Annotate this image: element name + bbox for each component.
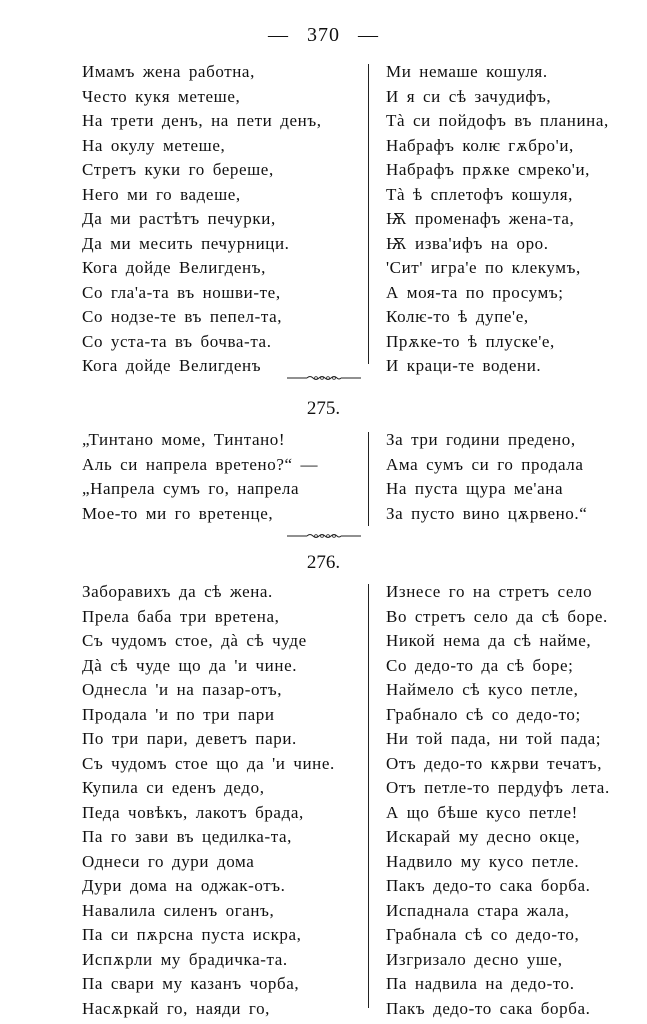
verse-line: Дури дома на оджак-отъ.	[82, 876, 286, 895]
verse-line: Аль си напрела вретено?“ —	[82, 454, 319, 474]
verse-line: Со гла'а-та въ ношви-те,	[82, 282, 281, 302]
verse-line: Изгризало десно уше,	[386, 949, 563, 969]
verse-line: Па свари му казанъ чорба,	[82, 974, 300, 993]
verse-line: Навалила силенъ оганъ,	[82, 900, 275, 920]
song-276-left-column	[82, 580, 352, 1021]
column-separator	[368, 64, 369, 364]
ornament-icon	[287, 373, 361, 383]
verse-line: Па го зави въ цедилка-та,	[82, 827, 292, 846]
verse-line: Тà си пойдофъ въ планина,	[386, 111, 609, 130]
verse-line: Наймело сѣ кусо петле,	[386, 680, 579, 699]
verse-line: Со нодзе-те въ пепел-та,	[82, 307, 283, 326]
page-number-value: 370	[307, 24, 340, 46]
verse-line: Педа човѣкъ, лакотъ брада,	[82, 802, 304, 822]
verse-line: Стретъ куки го береше,	[82, 160, 274, 179]
verse-line: Заборавихъ да сѣ жена.	[82, 582, 273, 601]
verse-line: Купила си еденъ дедо,	[82, 778, 265, 797]
verse-line: За пусто вино цѫрвено.“	[386, 503, 588, 523]
verse-line: Кога дойде Велигденъ	[82, 356, 262, 375]
ornamental-divider	[0, 372, 647, 384]
verse-line: Испаднала стара жала,	[386, 900, 570, 920]
verse-line: За три години предено,	[386, 430, 576, 449]
verse-line: Ни той пада, ни той пада;	[386, 729, 602, 748]
verse-line: И краци-те водени.	[386, 356, 542, 375]
ornamental-divider	[0, 530, 647, 542]
verse-line: „Напрела сумъ го, напрела	[82, 479, 300, 498]
verse-line: Него ми го вадеше,	[82, 184, 241, 204]
verse-line: На пуста щура ме'ана	[386, 479, 564, 498]
verse-line: Набрафъ колѥ гѫбро'и,	[386, 135, 574, 155]
verse-line: Искарай му десно окце,	[386, 827, 581, 846]
song-number-276: 276.	[306, 552, 341, 573]
song-275-left-column	[82, 428, 352, 526]
verse-line: Прѫке-то ѣ плуске'е,	[386, 331, 555, 351]
song-276-right-column	[386, 580, 636, 1021]
page-number-dash-right: —	[358, 24, 379, 46]
verse-line: Продала 'и по три пари	[82, 704, 275, 724]
verse-line: Ѭ променафъ жена-та,	[386, 209, 575, 228]
verse-line: Со уста-та въ бочва-та.	[82, 331, 272, 351]
verse-line: Па надвила на дедо-то.	[386, 974, 575, 993]
verse-line: „Тинтано моме, Тинтано!	[82, 430, 286, 449]
song-number-275: 275.	[306, 398, 341, 419]
verse-line: Мое-то ми го вретенце,	[82, 503, 274, 523]
verse-line: Грабнала сѣ со дедо-то,	[386, 925, 580, 944]
ornament-icon	[287, 531, 361, 541]
verse-line: Имамъ жена работна,	[82, 62, 255, 81]
verse-line: Грабнало сѣ со дедо-то;	[386, 704, 581, 724]
verse-line: Да ми растѣтъ печурки,	[82, 209, 276, 228]
verse-line: Ѭ изва'ифъ на оро.	[386, 233, 549, 253]
verse-line: Колѥ-то ѣ дупе'е,	[386, 307, 529, 326]
song-continuation-left-column	[82, 60, 352, 379]
verse-line: Надвило му кусо петле.	[386, 851, 580, 871]
verse-line: Однеси го дури дома	[82, 851, 255, 871]
page-number	[0, 24, 647, 47]
verse-line: А що бѣше кусо петле!	[386, 802, 578, 822]
verse-line: А моя-та по просумъ;	[386, 282, 564, 302]
verse-line: На трети денъ, на пети денъ,	[82, 111, 322, 130]
verse-line: 'Сит' игра'е по клекумъ,	[386, 258, 581, 277]
page-number-dash-left: —	[268, 24, 289, 46]
verse-line: Испѫрли му брадичка-та.	[82, 949, 288, 969]
verse-line: На окулу метеше,	[82, 135, 226, 155]
verse-line: Набрафъ прѫке смреко'и,	[386, 160, 591, 179]
verse-line: Никой нема да сѣ найме,	[386, 631, 592, 650]
verse-line: Во стретъ село да сѣ боре.	[386, 606, 608, 626]
verse-line: Дà сѣ чуде що да 'и чине.	[82, 655, 298, 675]
verse-line: Однесла 'и на пазар-отъ,	[82, 680, 283, 699]
verse-line: По три пари, деветъ пари.	[82, 729, 297, 748]
column-separator	[368, 584, 369, 1008]
verse-line: Често кукя метеше,	[82, 86, 241, 106]
verse-line: Кога дойде Велигденъ,	[82, 258, 266, 277]
song-275-right-column	[386, 428, 636, 526]
verse-line: Пакъ дедо-то сака борба.	[386, 998, 591, 1018]
verse-line: Па си пѫрсна пуста искра,	[82, 925, 302, 944]
verse-line: Тà ѣ сплетофъ кошуля,	[386, 184, 573, 204]
song-continuation-right-column	[386, 60, 636, 379]
verse-line: Насѫркай го, наяди го,	[82, 998, 271, 1018]
verse-line: И я си сѣ зачудифъ,	[386, 86, 552, 106]
verse-line: Изнесе го на стретъ село	[386, 582, 593, 601]
verse-line: Отъ дедо-то кѫрви течатъ,	[386, 753, 603, 773]
verse-line: Да ми месить печурници.	[82, 233, 290, 253]
verse-line: Съ чудомъ стое що да 'и чине.	[82, 753, 335, 773]
verse-line: Со дедо-то да сѣ боре;	[386, 655, 574, 675]
verse-line: Ама сумъ си го продала	[386, 454, 584, 474]
verse-line: Ми немаше кошуля.	[386, 62, 548, 81]
column-separator	[368, 432, 369, 526]
verse-line: Прела баба три вретена,	[82, 606, 280, 626]
verse-line: Отъ петле-то пердуфъ лета.	[386, 778, 610, 797]
verse-line: Пакъ дедо-то сака борба.	[386, 876, 591, 895]
verse-line: Съ чудомъ стое, дà сѣ чуде	[82, 631, 307, 650]
